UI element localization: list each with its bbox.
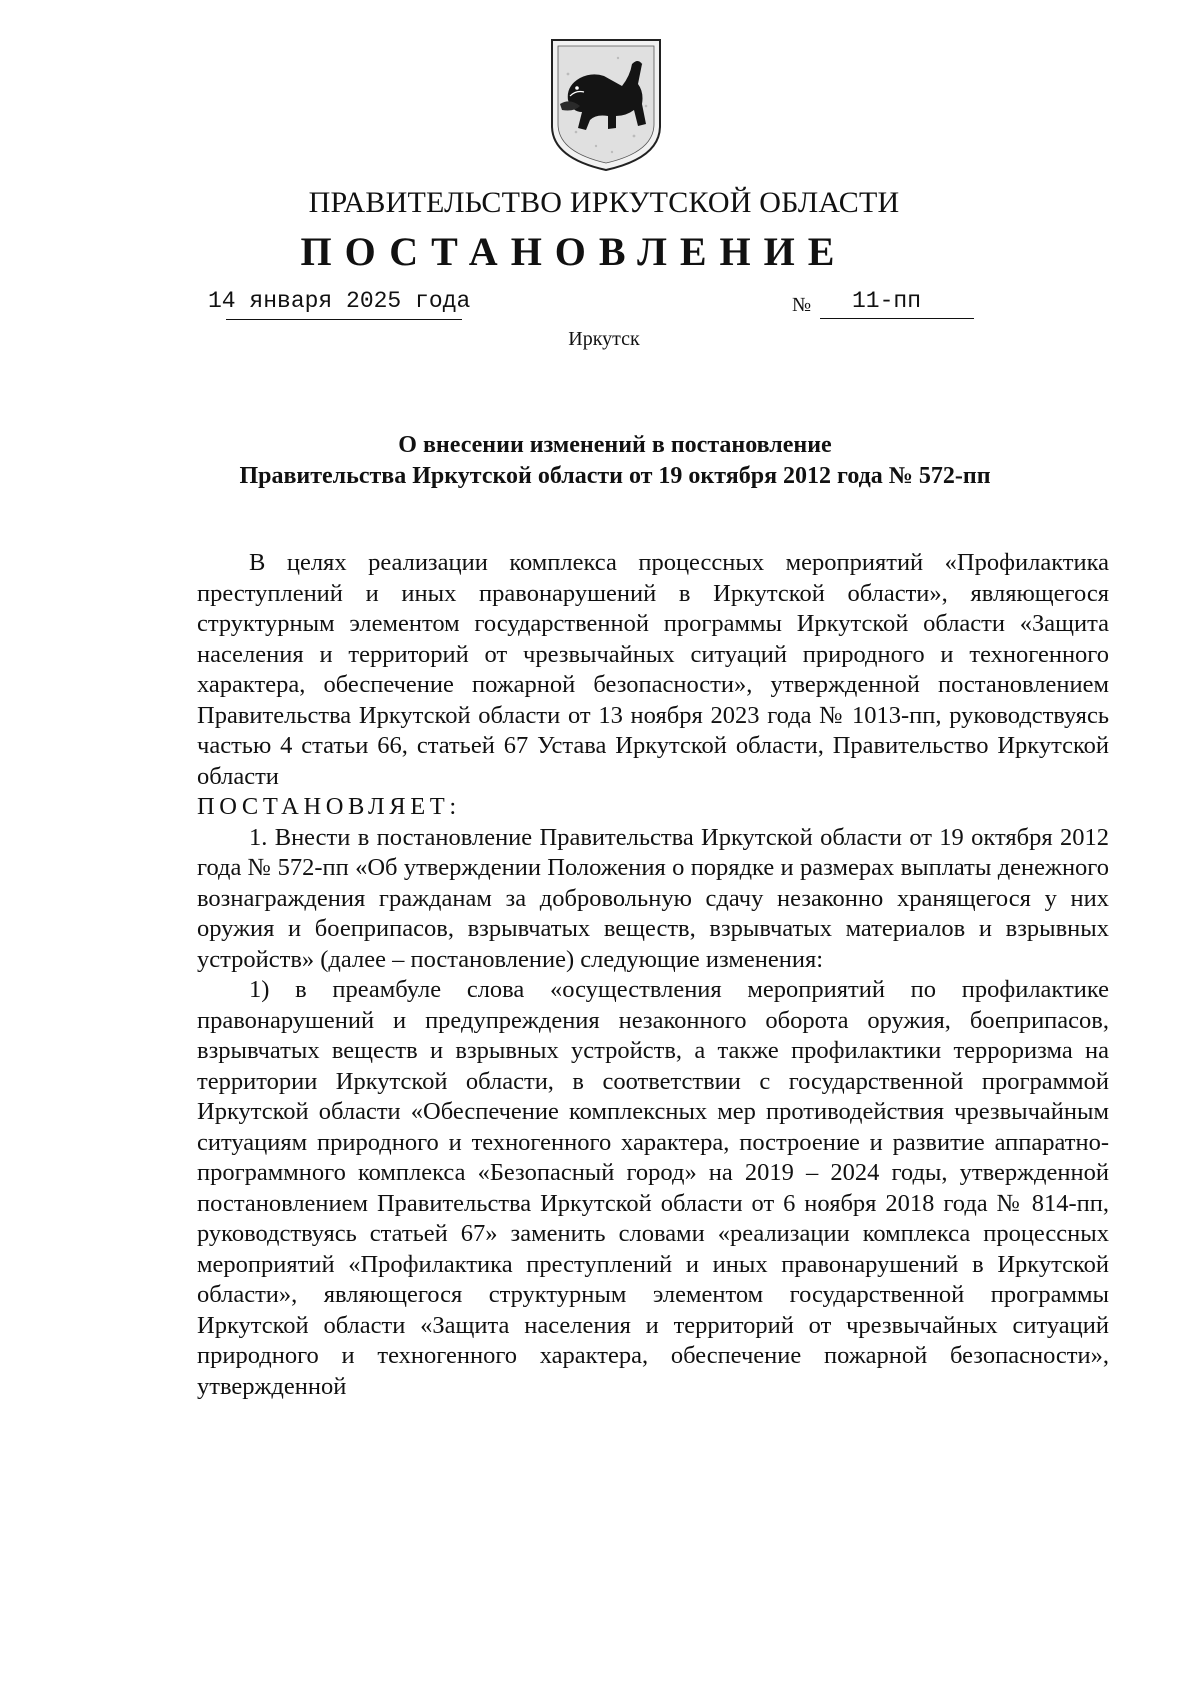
preamble-paragraph: В целях реализации комплекса процессных мероприятий «Профилактика преступлений и иных правонарушений в Иркутской области», являющегося структурным элементом государственной программы Иркутской области «Защита населения и территорий от чрезвычайных ситуаций природного и техногенного характера, обеспечение пожарной безопасности», утвержденной постановлением Правительства Иркутской области от 13 ноября 2023 года № 1013-пп, руководствуясь частью 4 статьи 66, статьей 67 Устава Иркутской области, Правительство Иркутской области (197, 549, 1109, 790)
document-title-line-1: О внесении изменений в постановление (398, 432, 832, 458)
document-type: ПОСТАНОВЛЕНИЕ (300, 229, 848, 274)
item-1-paragraph: 1. Внести в постановление Правительства Иркутской области от 19 октября 2012 года № 572-пп «Об утверждении Положения о порядке и размерах выплаты денежного вознаграждения гражданам за добровольную сдачу незаконно хранящегося у них оружия и боеприпасов, взрывчатых веществ, взрывчатых материалов и взрывных устройств» (далее – постановление) следующие изменения: (197, 823, 1109, 973)
document-body (197, 548, 1109, 1402)
resolves-word: ПОСТАНОВЛЯЕТ: (197, 793, 461, 820)
item-1-1-paragraph: 1) в преамбуле слова «осуществления мероприятий по профилактике правонарушений и предупреждения незаконного оборота оружия, боеприпасов, взрывчатых веществ и взрывных устройств, а также профилактики терроризма на территории Иркутской области, в соответствии с государственной программой Иркутской области «Обеспечение комплексных мер противодействия чрезвычайным ситуациям природного и техногенного характера, построение и развитие аппаратно-программного комплекса «Безопасный город» на 2019 – 2024 годы, утвержденной постановлением Правительства Иркутской области от 6 ноября 2018 года № 814-пп, руководствуясь статьей 67» заменить словами «реализации комплекса процессных мероприятий «Профилактика преступлений и иных правонарушений в Иркутской области», являющегося структурным элементом государственной программы Иркутской области «Защита населения и территорий от чрезвычайных ситуаций природного и техногенного характера, обеспечение пожарной безопасности», утвержденной (197, 976, 1109, 1400)
document-title (0, 430, 1200, 492)
document-date-text: 14 января 2025 года (208, 288, 471, 314)
document-number: 11-пп (820, 287, 974, 319)
coat-of-arms-icon (546, 34, 666, 174)
organization-name: ПРАВИТЕЛЬСТВО ИРКУТСКОЙ ОБЛАСТИ (308, 186, 900, 219)
number-sign: № (792, 294, 812, 316)
document-title-line-2: Правительства Иркутской области от 19 октября 2012 года № 572-пп (239, 463, 991, 489)
document-city: Иркутск (568, 328, 640, 350)
document-date (208, 287, 471, 320)
